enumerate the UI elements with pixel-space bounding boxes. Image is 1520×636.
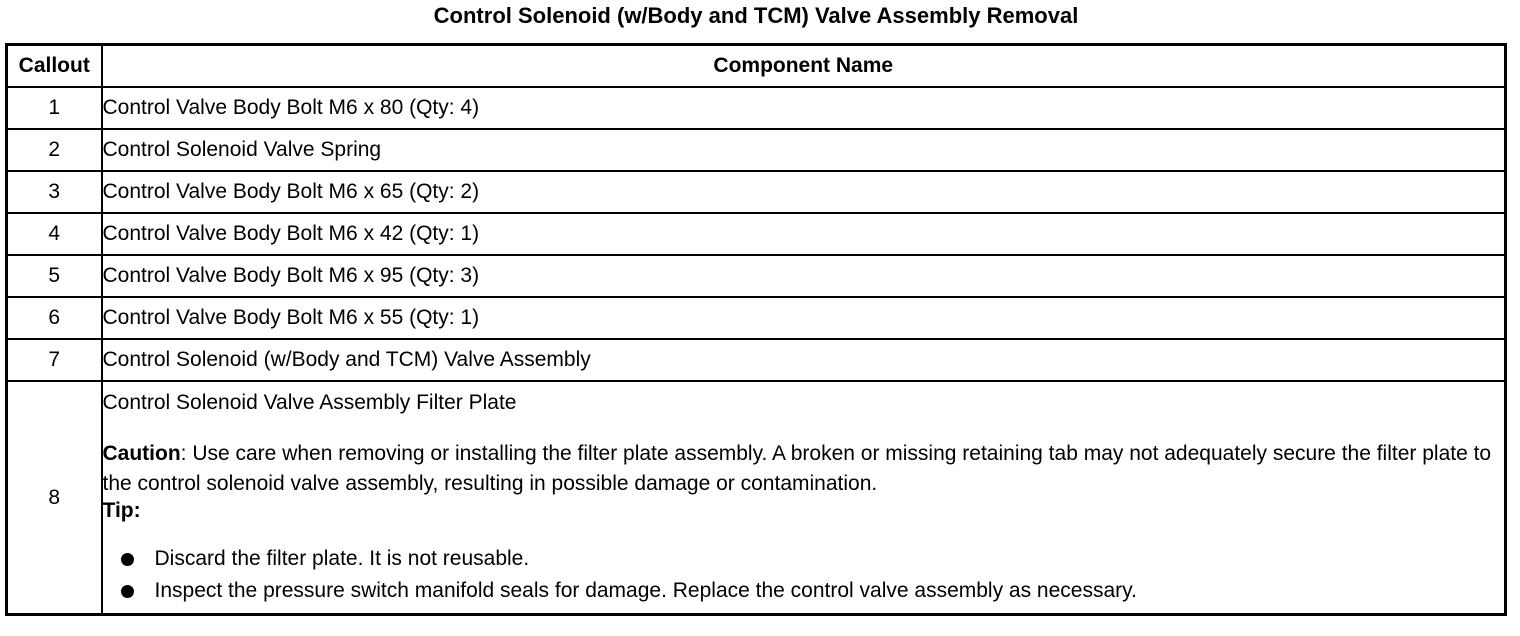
table-header-row <box>7 45 1506 88</box>
tip-label: Tip: <box>102 499 141 522</box>
component-name: Control Solenoid Valve Spring <box>102 129 1506 171</box>
table-row <box>7 255 1506 297</box>
tip-text: Inspect the pressure switch manifold seals for damage. Replace the control valve assembly as necessary. <box>154 579 1137 602</box>
component-name: Control Valve Body Bolt M6 x 65 (Qty: 2) <box>102 171 1506 213</box>
table-row-detail <box>7 381 1506 615</box>
list-item <box>121 575 1505 607</box>
component-name: Control Valve Body Bolt M6 x 42 (Qty: 1) <box>102 213 1506 255</box>
table-row <box>7 129 1506 171</box>
callout-number: 6 <box>7 297 102 339</box>
table-row <box>7 339 1506 381</box>
callout-number: 8 <box>7 381 102 615</box>
table-row <box>7 87 1506 129</box>
table-row <box>7 297 1506 339</box>
caution-note <box>103 439 1505 499</box>
component-name: Control Valve Body Bolt M6 x 80 (Qty: 4) <box>102 87 1506 129</box>
components-table <box>5 43 1507 616</box>
list-item <box>121 543 1505 575</box>
callout-number: 2 <box>7 129 102 171</box>
page-title: Control Solenoid (w/Body and TCM) Valve Assembly Removal <box>433 3 1079 28</box>
table-row <box>7 213 1506 255</box>
callout-column-header: Callout <box>7 45 102 88</box>
component-name: Control Solenoid Valve Assembly Filter Plate <box>102 391 517 414</box>
component-name: Control Solenoid (w/Body and TCM) Valve Assembly <box>102 339 1506 381</box>
tip-heading <box>103 499 1505 523</box>
tip-text: Discard the filter plate. It is not reusable. <box>154 547 530 570</box>
caution-text: : Use care when removing or installing the filter plate assembly. A broken or missing retaining tab may not adequately secure the filter plate to the control solenoid valve assembly, resulting in possible damage or contamination. <box>102 442 1492 495</box>
callout-number: 4 <box>7 213 102 255</box>
caution-label: Caution <box>102 442 181 465</box>
component-name: Control Valve Body Bolt M6 x 55 (Qty: 1) <box>102 297 1506 339</box>
component-name: Control Valve Body Bolt M6 x 95 (Qty: 3) <box>102 255 1506 297</box>
component-detail-cell <box>102 381 1506 615</box>
bullet-icon <box>121 585 134 598</box>
table-row <box>7 171 1506 213</box>
callout-number: 1 <box>7 87 102 129</box>
component-name-column-header: Component Name <box>102 45 1506 88</box>
callout-number: 5 <box>7 255 102 297</box>
bullet-icon <box>121 553 134 566</box>
callout-number: 7 <box>7 339 102 381</box>
callout-number: 3 <box>7 171 102 213</box>
tip-list <box>103 543 1505 607</box>
